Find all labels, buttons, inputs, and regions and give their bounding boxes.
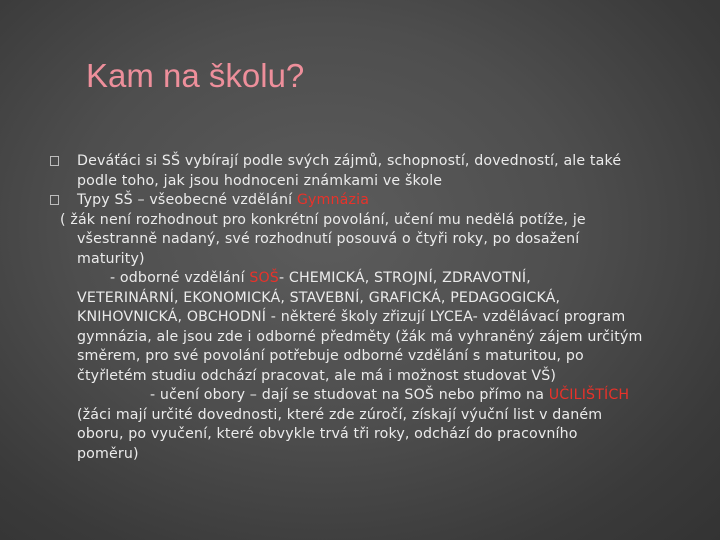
text-line — [77, 191, 690, 211]
text-line: Deváťáci si SŠ vybírají podle svých zájmů, schopností, dovedností, ale také — [77, 153, 622, 169]
sos-description — [50, 269, 690, 386]
square-bullet-icon — [50, 156, 59, 166]
text-line — [50, 386, 690, 406]
uciliste-label: - učení obory – dají se studovat na SOŠ nebo přímo na — [150, 387, 549, 403]
sos-label: - odborné vzdělání — [110, 270, 250, 286]
slide-title: Kam na školu? — [86, 57, 305, 94]
text-line: KNIHOVNICKÁ, OBCHODNÍ - některé školy zřizují LYCEA- vzdělávací program — [77, 309, 626, 325]
uciliste-description — [50, 386, 690, 464]
gymnazia-highlight: Gymnázia — [296, 192, 370, 208]
slide-content — [50, 152, 690, 464]
text-line: směrem, pro své povolání potřebuje odborné vzdělání s maturitou, po — [77, 348, 584, 364]
text-line — [50, 269, 690, 289]
text-line: podle toho, jak jsou hodnoceni známkami ve škole — [77, 172, 443, 189]
gymnazium-description — [50, 211, 690, 270]
bullet-item-choice — [50, 152, 690, 191]
bullet-item-school-types — [50, 191, 690, 211]
text-line: VETERINÁRNÍ, EKONOMICKÁ, STAVEBNÍ, GRAFICKÁ, PEDAGOGICKÁ, — [77, 289, 561, 306]
text-line: oboru, po vyučení, které obvykle trvá tři roky, odchází do pracovního — [77, 426, 578, 442]
sos-highlight: SOŠ — [249, 270, 279, 286]
school-types-label: Typy SŠ – všeobecné vzdělání — [77, 192, 297, 208]
text-line: čtyřletém studiu odchází pracovat, ale má i možnost studovat VŠ) — [77, 367, 557, 384]
text-line: poměru) — [77, 445, 139, 462]
text-line: všestranně nadaný, své rozhodnutí posouvá o čtyři roky, po dosažení — [77, 231, 580, 247]
text-line: (žáci mají určité dovednosti, které zde zúročí, získají výuční list v daném — [77, 406, 603, 423]
square-bullet-icon — [50, 195, 59, 205]
uciliste-highlight: UČILIŠTÍCH — [548, 387, 630, 403]
sos-types: - CHEMICKÁ, STROJNÍ, ZDRAVOTNÍ, — [278, 270, 531, 286]
text-line: gymnázia, ale jsou zde i odborné předměty (žák má vyhraněný zájem určitým — [77, 328, 643, 345]
text-line: maturity) — [77, 250, 145, 267]
text-line: ( žák není rozhodnout pro konkrétní povolání, učení mu nedělá potíže, je — [60, 211, 586, 228]
